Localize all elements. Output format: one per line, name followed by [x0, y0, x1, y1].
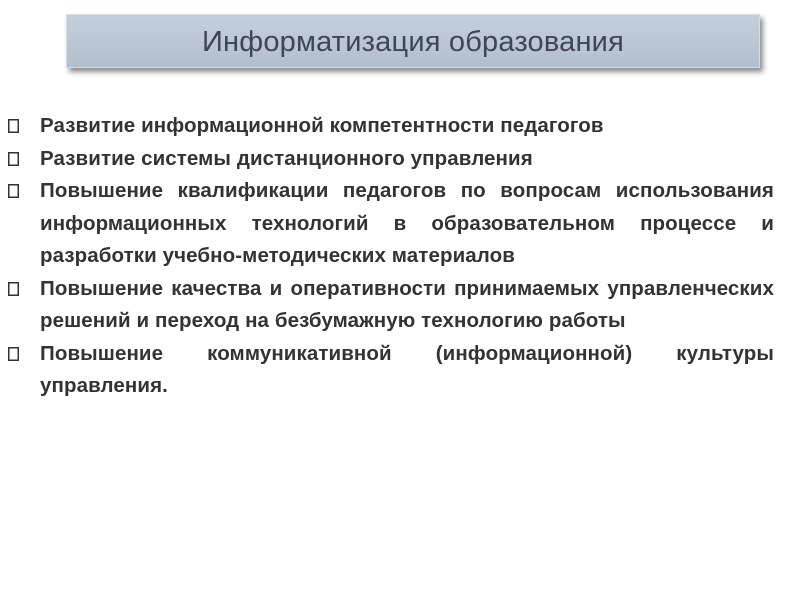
bullet-item: [8, 338, 774, 403]
slide-title: Информатизация образования: [202, 25, 624, 58]
box-marker-icon: [8, 110, 40, 142]
bullet-item: [8, 143, 774, 176]
box-marker-icon: [8, 273, 40, 305]
bullet-item: [8, 110, 774, 143]
bullet-text: Повышение качества и оперативности принимаемых управленческих решений и переход на безбумажную технологию работы: [40, 276, 774, 332]
bullet-text: Развитие системы дистанционного управления: [40, 146, 533, 170]
bullet-text: Повышение квалификации педагогов по вопросам использования информационных технологий в образовательном процессе и разработки учебно-методических материалов: [40, 179, 774, 267]
bullet-list: [8, 110, 774, 403]
slide-title-bar: [66, 14, 760, 68]
box-marker-icon: [8, 338, 40, 370]
box-marker-icon: [8, 175, 40, 207]
bullet-text: Развитие информационной компетентности педагогов: [40, 114, 604, 137]
box-marker-icon: [8, 143, 40, 175]
bullet-item: [8, 273, 774, 338]
bullet-item: [8, 175, 774, 273]
bullet-text: Повышение коммуникативной (информационной) культуры управления.: [40, 341, 774, 397]
